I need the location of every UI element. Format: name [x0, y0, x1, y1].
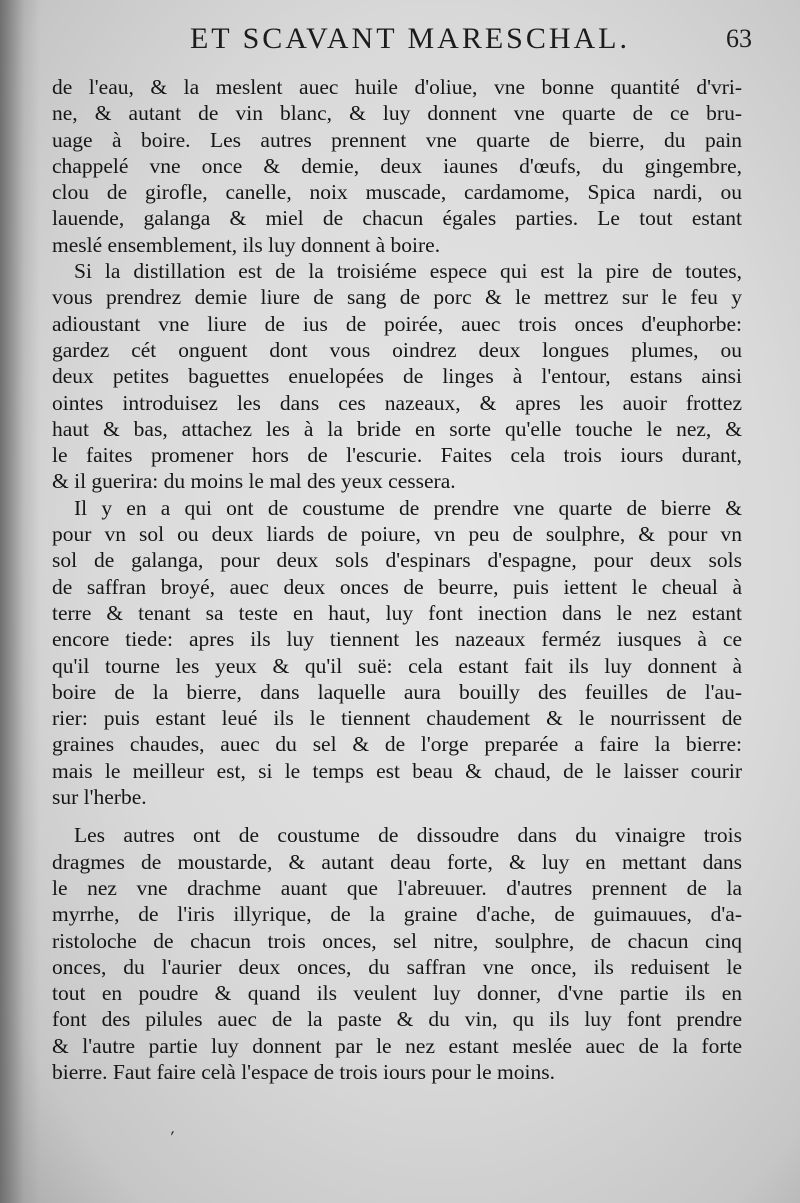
text-line: vous prendrez demie liure de sang de porc & le mettrez sur le feu y [52, 285, 742, 310]
text-line: pour vn sol ou deux liards de poiure, vn peu de soulphre, & pour vn [52, 522, 742, 547]
text-line: Si la distillation est de la troisiéme espece qui est la pire de toutes, [74, 259, 742, 284]
text-line: lauende, galanga & miel de chacun égales parties. Le tout estant [52, 206, 742, 231]
text-line: myrrhe, de l'iris illyrique, de la graine d'ache, de guimauues, d'a- [52, 902, 742, 927]
text-line: adioustant vne liure de ius de poirée, auec trois onces d'euphorbe: [52, 311, 742, 336]
text-line: tout en poudre & quand ils veulent luy donner, d'vne partie ils en [52, 981, 742, 1006]
text-line: graines chaudes, auec du sel & de l'orge preparée a faire la bierre: [52, 732, 742, 757]
text-line: haut & bas, attachez les à la bride en sorte qu'elle touche le nez, & [52, 416, 742, 441]
text-line: gardez cét onguent dont vous oindrez deux longues plumes, ou [52, 337, 742, 362]
text-line: deux petites baguettes enuelopées de linges à l'entour, estans ainsi [52, 364, 742, 389]
text-line: meslé ensemblement, ils luy donnent à boire. [52, 232, 441, 257]
paragraph-2 [52, 258, 742, 495]
text-line: de l'eau, & la meslent auec huile d'oliue, vne bonne quantité d'vri- [52, 75, 742, 99]
text-line: sol de galanga, pour deux sols d'espinars d'espagne, pour deux sols [52, 548, 742, 573]
text-line: terre & tenant sa teste en haut, luy font inection dans le nez estant [52, 600, 742, 625]
paragraph-1 [52, 74, 742, 258]
text-line: sur l'herbe. [52, 785, 147, 810]
body-text [52, 74, 742, 1085]
text-line: le nez vne drachme auant que l'abreuuer. d'autres prennent de la [52, 875, 742, 900]
text-line: le faites promener hors de l'escurie. Faites cela trois iours durant, [52, 443, 742, 468]
text-line: Les autres ont de coustume de dissoudre dans du vinaigre trois [74, 823, 742, 848]
text-line: mais le meilleur est, si le temps est beau & chaud, de le laisser courir [52, 758, 742, 783]
text-line: rier: puis estant leué ils le tiennent chaudement & le nourrissent de [52, 706, 742, 731]
text-line: uage à boire. Les autres prennent vne quarte de bierre, du pain [52, 127, 742, 152]
text-line: ne, & autant de vin blanc, & luy donnent vne quarte de ce bru- [52, 101, 742, 126]
page-number: 63 [726, 24, 752, 53]
text-line: chappelé vne once & demie, deux iaunes d'œufs, du gingembre, [52, 153, 742, 178]
paragraph-4 [52, 822, 742, 1085]
text-line: ristoloche de chacun trois onces, sel nitre, soulphre, de chacun cinq [52, 928, 742, 953]
paragraph-3 [52, 495, 742, 811]
text-line: Il y en a qui ont de coustume de prendre vne quarte de bierre & [74, 495, 742, 520]
text-line: dragmes de moustarde, & autant deau forte, & luy en mettant dans [52, 849, 742, 874]
text-line: clou de girofle, canelle, noix muscade, cardamome, Spica nardi, ou [52, 180, 742, 205]
text-line: & il guerira: du moins le mal des yeux cessera. [52, 469, 456, 494]
text-line: qu'il tourne les yeux & qu'il suë: cela estant fait ils luy donnent à [52, 653, 742, 678]
running-title: ET SCAVANT MARESCHAL. [189, 22, 631, 55]
text-line: ointes introduisez les dans ces nazeaux, & apres les auoir frottez [52, 390, 742, 415]
text-line: onces, du l'aurier deux onces, du saffran vne once, ils reduisent le [52, 954, 742, 979]
text-line: bierre. Faut faire celà l'espace de trois iours pour le moins. [52, 1059, 555, 1084]
ink-mark: ˊ [167, 1127, 183, 1151]
text-line: de saffran broyé, auec deux onces de beurre, puis iettent le cheual à [52, 574, 742, 599]
text-line: boire de la bierre, dans laquelle aura bouilly des feuilles de l'au- [52, 679, 742, 704]
text-line: font des pilules auec de la paste & du vin, qu ils luy font prendre [52, 1007, 742, 1032]
text-line: & l'autre partie luy donnent par le nez estant meslée auec de la forte [52, 1033, 742, 1058]
text-line: encore tiede: apres ils luy tiennent les nazeaux ferméz iusques à ce [52, 627, 742, 652]
paragraph-gap [52, 810, 742, 822]
